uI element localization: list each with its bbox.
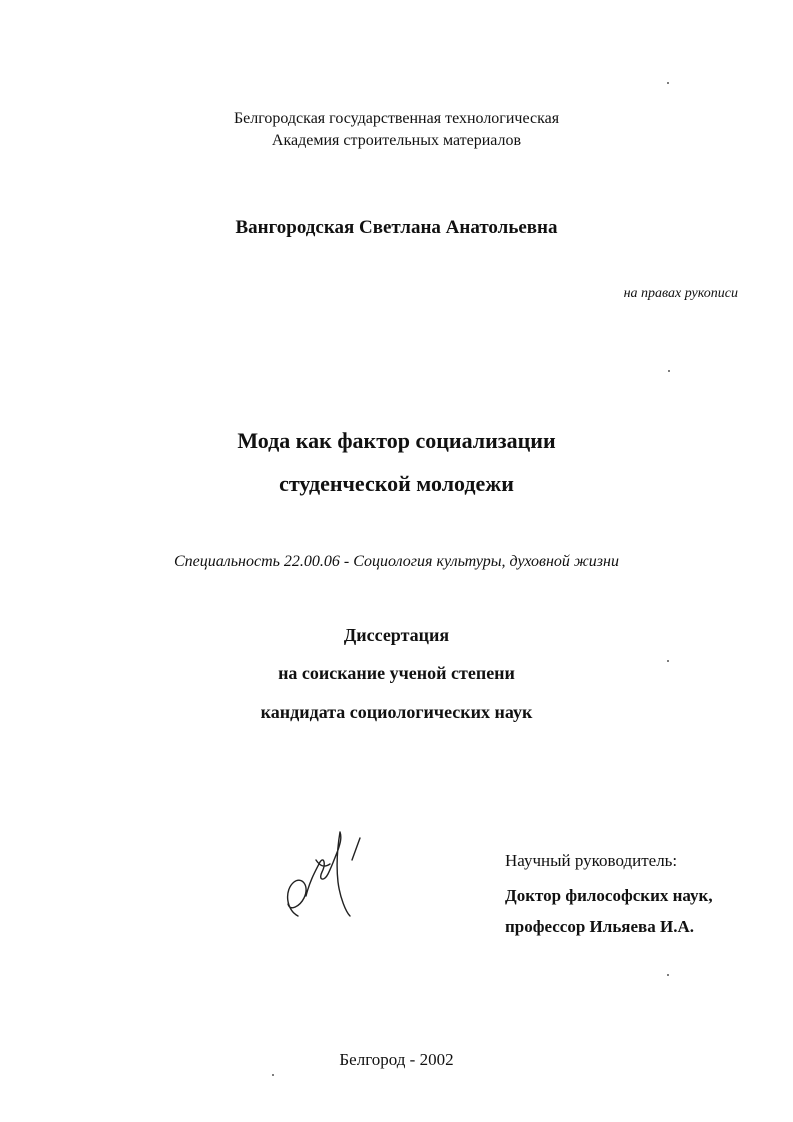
supervisor-name: профессор Ильяева И.А. <box>505 917 694 936</box>
dissertation-label: Диссертация <box>343 625 450 645</box>
manuscript-note: на правах рукописи <box>623 286 738 301</box>
supervisor-degree: Доктор философских наук, <box>505 886 713 905</box>
institution-line-2: Академия строительных материалов <box>271 132 522 149</box>
dissertation-title-line-2: студенческой молодежи <box>279 471 514 496</box>
institution-line-1: Белгородская государственная технологическая <box>233 110 560 127</box>
scan-speck <box>668 370 670 372</box>
scan-speck <box>667 82 669 84</box>
author-name: Вангородская Светлана Анатольевна <box>235 217 558 238</box>
city-year: Белгород - 2002 <box>339 1050 454 1069</box>
degree-line-1: на соискание ученой степени <box>278 663 515 683</box>
dissertation-title-line-1: Мода как фактор социализации <box>237 428 556 453</box>
scan-speck <box>272 1074 274 1076</box>
degree-line-2: кандидата социологических наук <box>260 702 533 722</box>
specialty-line: Специальность 22.00.06 - Социология культуры, духовной жизни <box>174 553 619 570</box>
supervisor-label: Научный руководитель: <box>505 851 678 870</box>
scan-speck <box>667 974 669 976</box>
scan-speck <box>667 660 669 662</box>
handwritten-signature <box>276 820 371 932</box>
